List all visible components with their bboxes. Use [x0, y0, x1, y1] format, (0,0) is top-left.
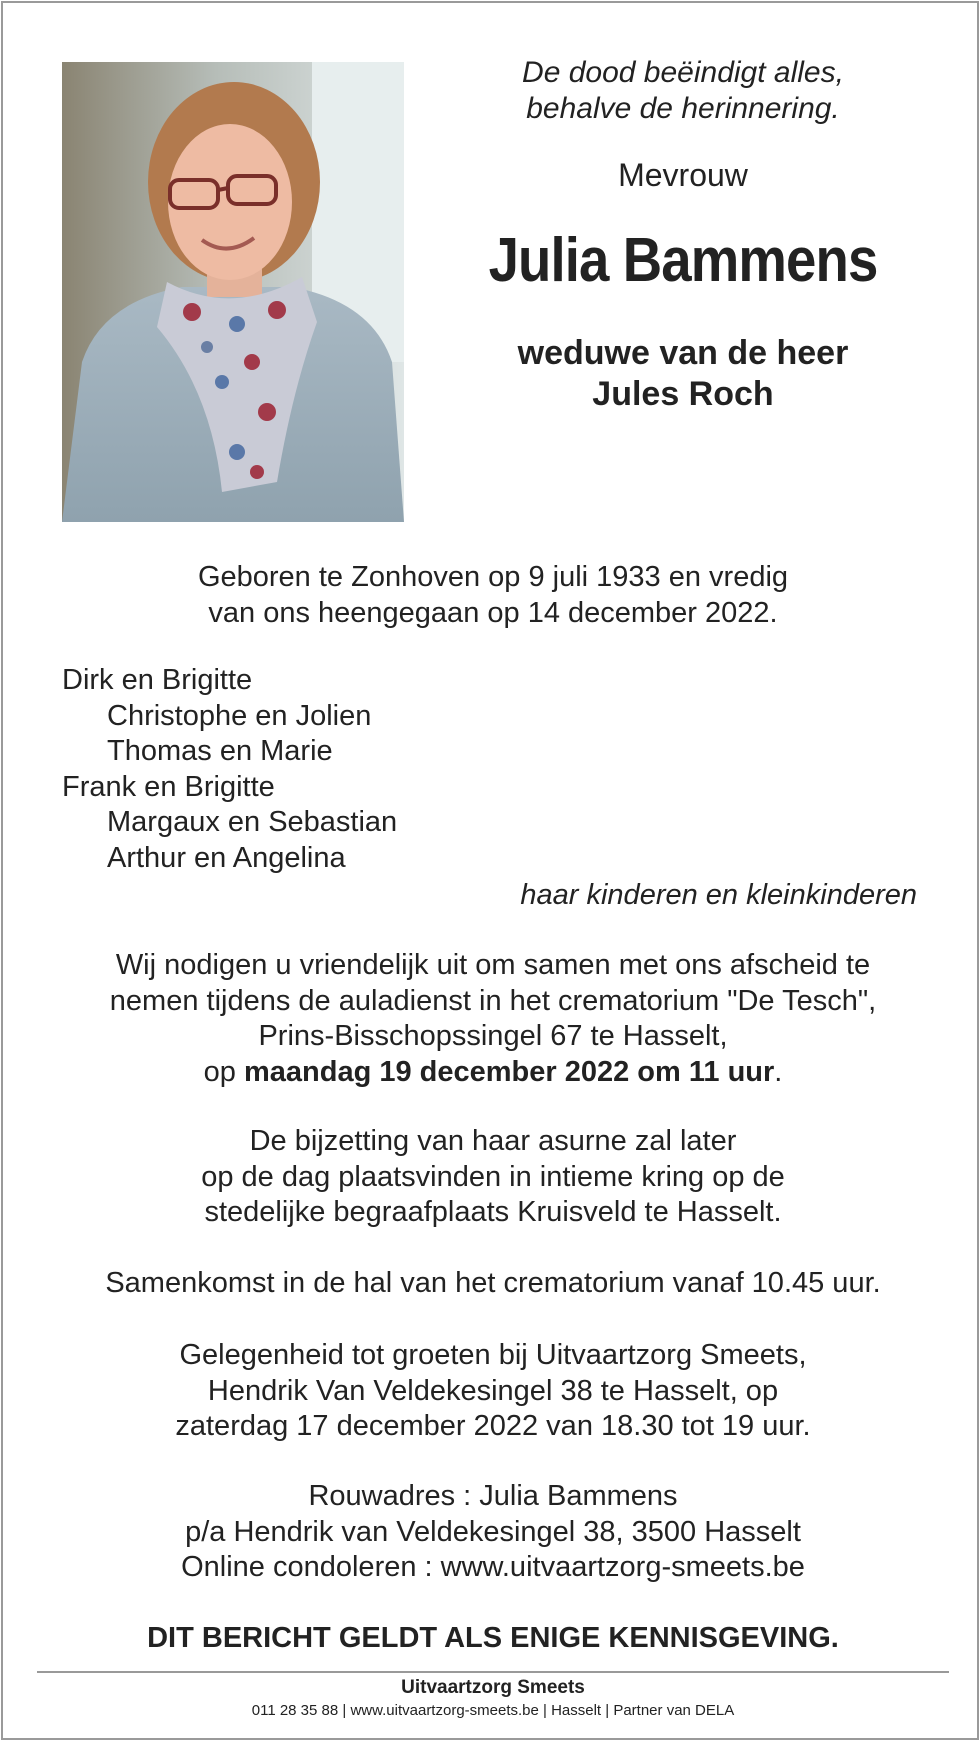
salutation: Mevrouw: [618, 157, 748, 193]
invitation-line-3: Prins-Bisschopssingel 67 te Hasselt,: [258, 1020, 728, 1052]
greeting-line-3: zaterdag 17 december 2022 van 18.30 tot 19 uur.: [175, 1410, 811, 1442]
epitaph-quote: [433, 55, 933, 127]
gathering-paragraph: Samenkomst in de hal van het crematorium vanaf 10.45 uur.: [105, 1267, 881, 1299]
address-paragraph: [43, 1479, 943, 1586]
address-line-3: Online condoleren : www.uitvaartzorg-smeets.be: [181, 1551, 805, 1583]
family-caption: haar kinderen en kleinkinderen: [520, 879, 917, 911]
family-list: [62, 663, 397, 876]
born-line-1: Geboren te Zonhoven op 9 juli 1933 en vredig: [197, 561, 789, 593]
born-line-2: van ons heengegaan op 14 december 2022.: [208, 597, 778, 629]
burial-paragraph: [43, 1124, 943, 1231]
burial-line-3: stedelijke begraafplaats Kruisveld te Hasselt.: [204, 1196, 782, 1228]
invitation-line-1: Wij nodigen u vriendelijk uit om samen met ons afscheid te: [115, 949, 871, 981]
spouse-info: [433, 333, 933, 415]
birth-death-info: [63, 559, 923, 631]
invitation-prefix: op: [203, 1055, 244, 1088]
address-line-1: Rouwadres : Julia Bammens: [308, 1480, 678, 1512]
footer-divider: [37, 1671, 949, 1673]
family-child: Christophe en Jolien: [107, 699, 372, 732]
burial-line-1: De bijzetting van haar asurne zal later: [249, 1125, 737, 1157]
invitation-suffix: .: [774, 1055, 783, 1088]
greeting-paragraph: [43, 1338, 943, 1445]
notice-statement: DIT BERICHT GELDT ALS ENIGE KENNISGEVING.: [147, 1622, 839, 1654]
deceased-name: Julia Bammens: [488, 226, 878, 295]
portrait-photo: [62, 62, 404, 522]
obituary-card: [1, 1, 979, 1740]
family-parent: Dirk en Brigitte: [62, 664, 253, 696]
spouse-line-2: Jules Roch: [592, 375, 774, 413]
family-child: Arthur en Angelina: [107, 841, 346, 874]
spouse-line-1: weduwe van de heer: [517, 334, 849, 372]
invitation-line-4: [43, 1055, 943, 1091]
family-child: Margaux en Sebastian: [107, 806, 398, 838]
address-line-2: p/a Hendrik van Veldekesingel 38, 3500 Hasselt: [185, 1515, 801, 1548]
greeting-line-2: Hendrik Van Veldekesingel 38 te Hasselt, op: [207, 1374, 779, 1407]
service-datetime: maandag 19 december 2022 om 11 uur: [243, 1055, 775, 1088]
family-child: Thomas en Marie: [107, 735, 333, 767]
quote-line-1: De dood beëindigt alles,: [522, 56, 844, 89]
invitation-paragraph: [43, 948, 943, 1090]
burial-line-2: op de dag plaatsvinden in intieme kring op de: [201, 1160, 785, 1193]
footer-info: 011 28 35 88 | www.uitvaartzorg-smeets.be | Hasselt | Partner van DELA: [251, 1702, 735, 1719]
invitation-line-2: nemen tijdens de auladienst in het crematorium "De Tesch",: [109, 984, 877, 1017]
quote-line-2: behalve de herinnering.: [526, 92, 840, 125]
footer-title: Uitvaartzorg Smeets: [401, 1677, 585, 1698]
greeting-line-1: Gelegenheid tot groeten bij Uitvaartzorg Smeets,: [179, 1339, 807, 1371]
family-parent: Frank en Brigitte: [62, 770, 275, 803]
